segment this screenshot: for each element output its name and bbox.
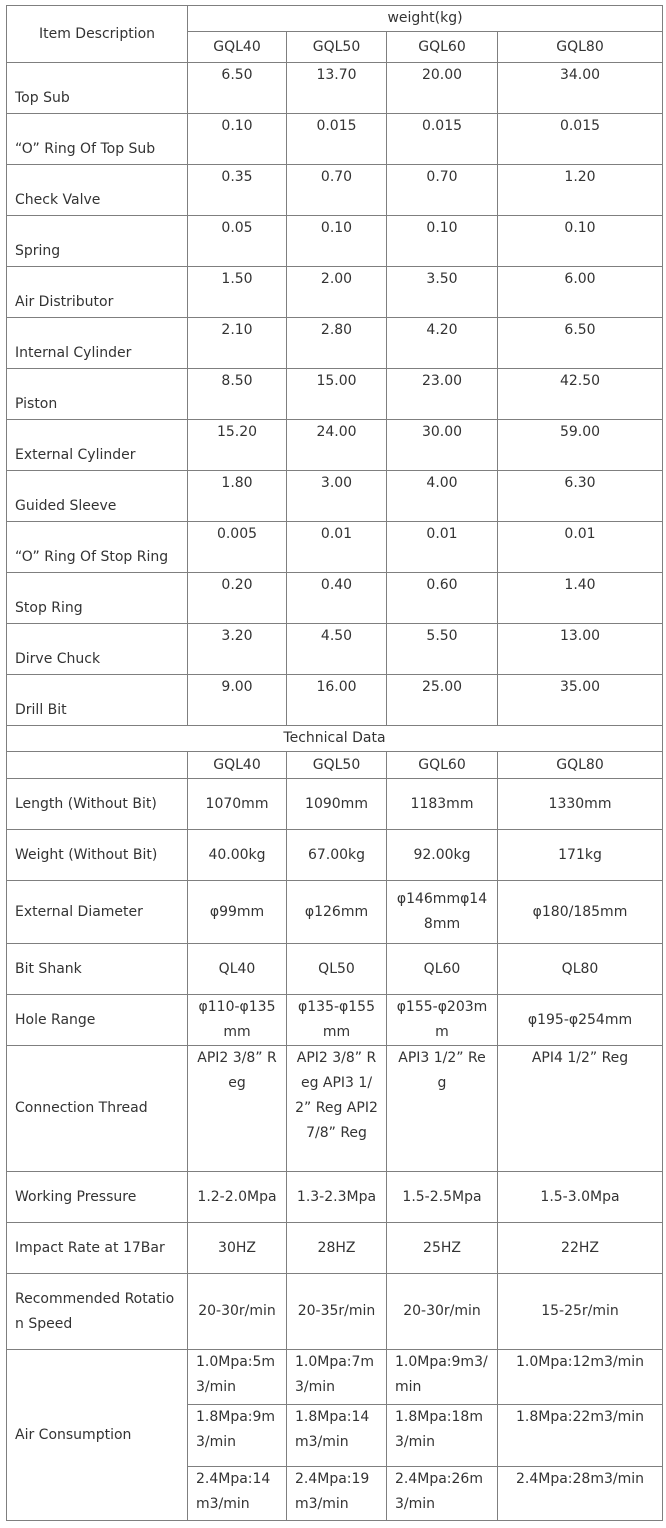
model-header: GQL50: [287, 32, 387, 63]
spec-label: Hole Range: [7, 995, 188, 1046]
spec-value: φ126mm: [287, 881, 387, 944]
model-header: GQL80: [498, 32, 663, 63]
weight-row: [7, 471, 663, 522]
item-name: Air Distributor: [7, 267, 188, 318]
spec-value: QL80: [498, 944, 663, 995]
weight-value: 0.60: [387, 573, 498, 624]
spec-value: 25HZ: [387, 1223, 498, 1274]
model-header: GQL40: [188, 32, 287, 63]
spec-label: Length (Without Bit): [7, 779, 188, 830]
spec-value: φ110-φ135mm: [188, 995, 287, 1046]
weight-header-row: [7, 6, 663, 32]
spec-value: 20-30r/min: [188, 1274, 287, 1350]
air-consumption-value: 1.8Mpa:9m3/min: [188, 1405, 287, 1467]
weight-value: 0.70: [287, 165, 387, 216]
weight-value: 0.015: [287, 114, 387, 165]
weight-value: 0.015: [387, 114, 498, 165]
technical-title-row: [7, 726, 663, 752]
spec-value: API4 1/2” Reg: [498, 1046, 663, 1172]
weight-table-body: [7, 6, 663, 726]
spec-value: 1.5-2.5Mpa: [387, 1172, 498, 1223]
spec-value: 1.3-2.3Mpa: [287, 1172, 387, 1223]
weight-row: [7, 63, 663, 114]
spec-value: API2 3/8” Reg API3 1/2” Reg API2 7/8” Reg: [287, 1046, 387, 1172]
air-consumption-value: 2.4Mpa:14m3/min: [188, 1467, 287, 1521]
spec-value: 171kg: [498, 830, 663, 881]
spec-value: 1.2-2.0Mpa: [188, 1172, 287, 1223]
air-consumption-row: [7, 1350, 663, 1405]
weight-value: 0.01: [287, 522, 387, 573]
weight-value: 0.015: [498, 114, 663, 165]
spec-value: 15-25r/min: [498, 1274, 663, 1350]
technical-row: [7, 1172, 663, 1223]
spec-value: QL60: [387, 944, 498, 995]
air-consumption-value: 2.4Mpa:28m3/min: [498, 1467, 663, 1521]
spec-value: φ135-φ155mm: [287, 995, 387, 1046]
technical-model-row: [7, 752, 663, 779]
weight-value: 15.20: [188, 420, 287, 471]
weight-value: 0.40: [287, 573, 387, 624]
weight-value: 4.50: [287, 624, 387, 675]
weight-value: 1.40: [498, 573, 663, 624]
spec-value: 30HZ: [188, 1223, 287, 1274]
technical-row: [7, 881, 663, 944]
spec-value: 28HZ: [287, 1223, 387, 1274]
weight-value: 24.00: [287, 420, 387, 471]
item-name: External Cylinder: [7, 420, 188, 471]
weight-value: 8.50: [188, 369, 287, 420]
weight-value: 2.00: [287, 267, 387, 318]
spec-value: φ99mm: [188, 881, 287, 944]
empty-cell: [7, 752, 188, 779]
spec-value: 40.00kg: [188, 830, 287, 881]
weight-value: 0.35: [188, 165, 287, 216]
weight-value: 5.50: [387, 624, 498, 675]
spec-value: 1090mm: [287, 779, 387, 830]
spec-value: API3 1/2” Reg: [387, 1046, 498, 1172]
weight-value: 3.50: [387, 267, 498, 318]
spec-value: φ195-φ254mm: [498, 995, 663, 1046]
weight-value: 6.00: [498, 267, 663, 318]
spec-label: Working Pressure: [7, 1172, 188, 1223]
spec-value: 92.00kg: [387, 830, 498, 881]
air-consumption-value: 1.0Mpa:5m3/min: [188, 1350, 287, 1405]
weight-value: 6.50: [188, 63, 287, 114]
weight-value: 30.00: [387, 420, 498, 471]
weight-value: 0.10: [188, 114, 287, 165]
item-name: Guided Sleeve: [7, 471, 188, 522]
weight-value: 2.80: [287, 318, 387, 369]
weight-value: 3.00: [287, 471, 387, 522]
spec-value: QL50: [287, 944, 387, 995]
weight-row: [7, 675, 663, 726]
weight-value: 4.00: [387, 471, 498, 522]
technical-row: [7, 995, 663, 1046]
weight-value: 0.20: [188, 573, 287, 624]
spec-label: Impact Rate at 17Bar: [7, 1223, 188, 1274]
model-header: GQL80: [498, 752, 663, 779]
technical-row: [7, 944, 663, 995]
spec-value: 67.00kg: [287, 830, 387, 881]
technical-data-title: Technical Data: [7, 726, 663, 752]
weight-value: 1.80: [188, 471, 287, 522]
spec-value: φ180/185mm: [498, 881, 663, 944]
spec-value: 20-30r/min: [387, 1274, 498, 1350]
spec-value: QL40: [188, 944, 287, 995]
item-name: Dirve Chuck: [7, 624, 188, 675]
item-description-header: Item Description: [7, 6, 188, 63]
air-consumption-value: 1.0Mpa:7m3/min: [287, 1350, 387, 1405]
weight-row: [7, 420, 663, 471]
item-name: Internal Cylinder: [7, 318, 188, 369]
weight-value: 6.30: [498, 471, 663, 522]
weight-value: 20.00: [387, 63, 498, 114]
weight-value: 16.00: [287, 675, 387, 726]
technical-row: [7, 1274, 663, 1350]
weight-value: 59.00: [498, 420, 663, 471]
weight-value: 4.20: [387, 318, 498, 369]
weight-value: 0.005: [188, 522, 287, 573]
technical-row: [7, 830, 663, 881]
weight-value: 2.10: [188, 318, 287, 369]
weight-value: 1.20: [498, 165, 663, 216]
spec-value: API2 3/8” Reg: [188, 1046, 287, 1172]
technical-table-body: [7, 726, 663, 1521]
weight-value: 23.00: [387, 369, 498, 420]
weight-value: 6.50: [498, 318, 663, 369]
item-name: Spring: [7, 216, 188, 267]
weight-value: 0.01: [387, 522, 498, 573]
weight-row: [7, 573, 663, 624]
weight-value: 42.50: [498, 369, 663, 420]
weight-value: 13.00: [498, 624, 663, 675]
spec-label: Weight (Without Bit): [7, 830, 188, 881]
air-consumption-value: 1.8Mpa:14m3/min: [287, 1405, 387, 1467]
weight-value: 0.70: [387, 165, 498, 216]
spec-value: 1330mm: [498, 779, 663, 830]
weight-row: [7, 114, 663, 165]
spec-value: 1183mm: [387, 779, 498, 830]
weight-row: [7, 216, 663, 267]
model-header: GQL60: [387, 32, 498, 63]
weight-row: [7, 165, 663, 216]
weight-row: [7, 267, 663, 318]
item-name: Check Valve: [7, 165, 188, 216]
weight-value: 35.00: [498, 675, 663, 726]
spec-value: φ146mmφ148mm: [387, 881, 498, 944]
weight-row: [7, 369, 663, 420]
item-name: “O” Ring Of Top Sub: [7, 114, 188, 165]
model-header: GQL40: [188, 752, 287, 779]
weight-value: 3.20: [188, 624, 287, 675]
weight-row: [7, 522, 663, 573]
item-name: Piston: [7, 369, 188, 420]
weight-row: [7, 318, 663, 369]
weight-value: 0.10: [498, 216, 663, 267]
weight-value: 0.10: [387, 216, 498, 267]
technical-row: [7, 1046, 663, 1172]
air-consumption-value: 1.0Mpa:12m3/min: [498, 1350, 663, 1405]
air-consumption-value: 1.8Mpa:18m3/min: [387, 1405, 498, 1467]
spec-table: [6, 5, 663, 1521]
air-consumption-value: 2.4Mpa:26m3/min: [387, 1467, 498, 1521]
model-header: GQL60: [387, 752, 498, 779]
spec-label: Bit Shank: [7, 944, 188, 995]
air-consumption-value: 1.0Mpa:9m3/min: [387, 1350, 498, 1405]
spec-value: 1.5-3.0Mpa: [498, 1172, 663, 1223]
spec-label: Recommended Rotation Speed: [7, 1274, 188, 1350]
spec-label: Connection Thread: [7, 1046, 188, 1172]
spec-value: φ155-φ203mm: [387, 995, 498, 1046]
item-name: “O” Ring Of Stop Ring: [7, 522, 188, 573]
weight-value: 15.00: [287, 369, 387, 420]
weight-value: 1.50: [188, 267, 287, 318]
weight-row: [7, 624, 663, 675]
item-name: Drill Bit: [7, 675, 188, 726]
item-name: Top Sub: [7, 63, 188, 114]
weight-value: 9.00: [188, 675, 287, 726]
weight-value: 25.00: [387, 675, 498, 726]
spec-label: External Diameter: [7, 881, 188, 944]
weight-value: 0.05: [188, 216, 287, 267]
spec-value: 20-35r/min: [287, 1274, 387, 1350]
weight-header: weight(kg): [188, 6, 663, 32]
weight-value: 34.00: [498, 63, 663, 114]
air-consumption-label: Air Consumption: [7, 1350, 188, 1521]
weight-value: 0.10: [287, 216, 387, 267]
weight-value: 0.01: [498, 522, 663, 573]
model-header: GQL50: [287, 752, 387, 779]
spec-value: 22HZ: [498, 1223, 663, 1274]
spec-value: 1070mm: [188, 779, 287, 830]
air-consumption-value: 1.8Mpa:22m3/min: [498, 1405, 663, 1467]
air-consumption-value: 2.4Mpa:19m3/min: [287, 1467, 387, 1521]
technical-row: [7, 1223, 663, 1274]
technical-row: [7, 779, 663, 830]
weight-value: 13.70: [287, 63, 387, 114]
item-name: Stop Ring: [7, 573, 188, 624]
